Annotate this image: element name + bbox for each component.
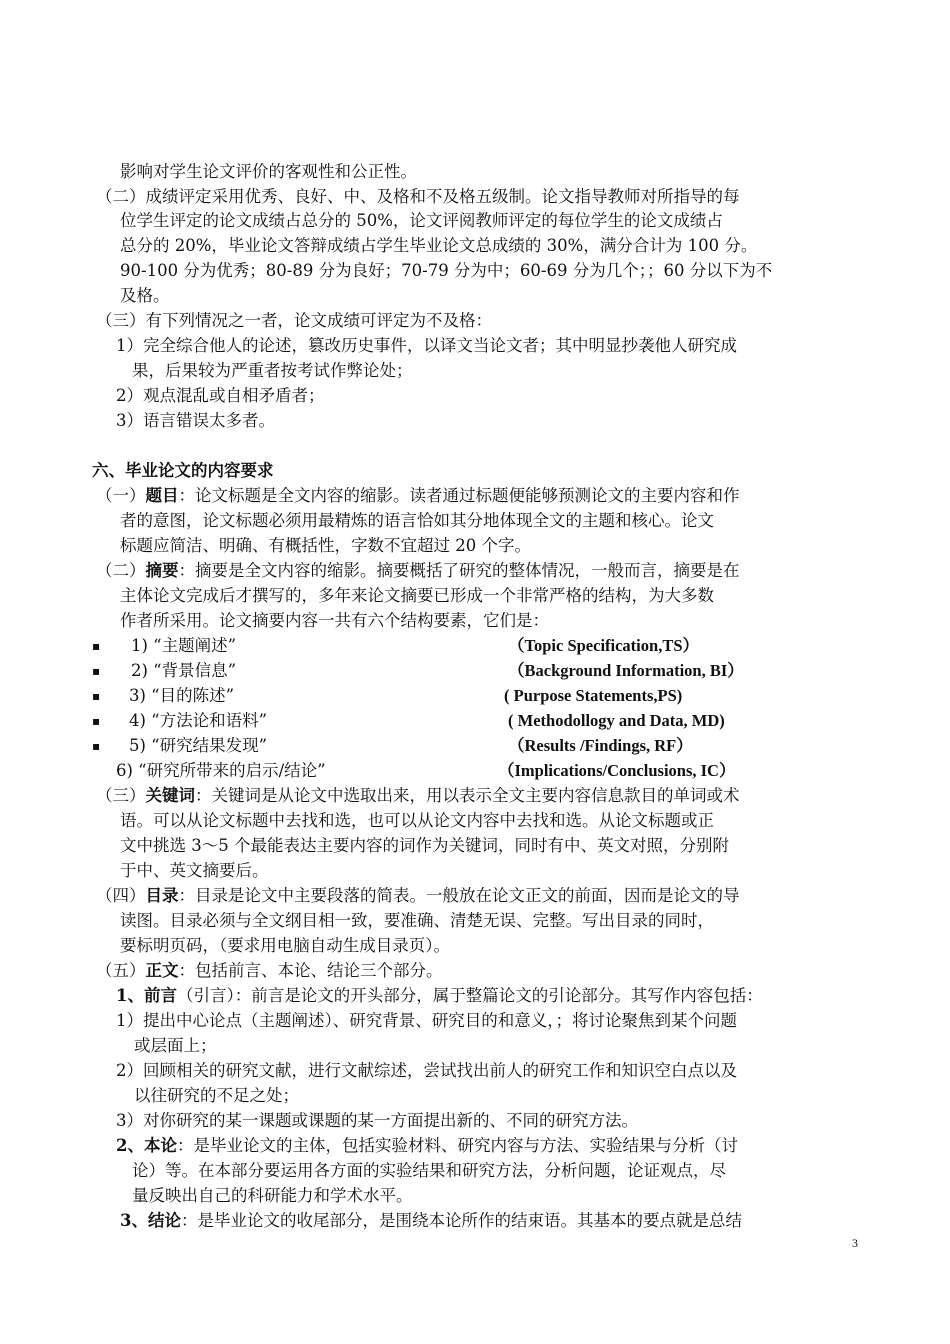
text-line: （二）成绩评定采用优秀、良好、中、及格和不及格五级制。论文指导教师对所指导的每 [96, 187, 740, 206]
list-item: 2）观点混乱或自相矛盾者； [116, 386, 325, 405]
term: 3、结论 [120, 1211, 181, 1230]
list-item: 1）完全综合他人的论述，篡改历史事件，以译文当论文者；其中明显抄袭他人研究成 [116, 336, 737, 355]
text-line: 要标明页码，（要求用电脑自动生成目录页）。 [120, 936, 450, 955]
element-cn: 2) “背景信息” [131, 661, 237, 680]
text-line: （三）有下列情况之一者，论文成绩可评定为不及格： [96, 311, 492, 330]
bullet-icon: ▪ [92, 664, 101, 678]
text-line: 位学生评定的论文成绩占总分的 50%，论文评阅教师评定的每位学生的论文成绩占 [120, 211, 723, 230]
paragraph-line: （四）目录：目录是论文中主要段落的简表。一般放在论文正文的前面，因而是论文的导 [96, 886, 740, 905]
text-line: 及格。 [120, 286, 170, 305]
text-line: 主体论文完成后才撰写的，多年来论文摘要已形成一个非常严格的结构，为大多数 [120, 586, 714, 605]
paragraph-line: （五）正文：包括前言、本论、结论三个部分。 [96, 961, 443, 980]
element-cn: 4) “方法论和语料” [129, 711, 268, 730]
list-item: 3）对你研究的某一课题或课题的某一方面提出新的、不同的研究方法。 [116, 1111, 638, 1130]
element-cn: 3) “目的陈述” [129, 686, 235, 705]
list-item-cont: 或层面上； [134, 1036, 217, 1055]
page-number: 3 [852, 1236, 858, 1250]
list-item: 3）语言错误太多者。 [116, 411, 275, 430]
bullet-icon: ▪ [92, 714, 101, 728]
element-en: （Implications/Conclusions, IC） [498, 761, 736, 780]
element-en: （Topic Specification,TS） [508, 636, 699, 655]
paragraph-line: 2、本论：是毕业论文的主体，包括实验材料、研究内容与方法、实验结果与分析（讨 [116, 1136, 738, 1155]
element-cn: 6) “研究所带来的启示/结论” [116, 761, 326, 780]
section-heading: 六、毕业论文的内容要求 [92, 461, 274, 480]
term: 关键词 [145, 786, 195, 805]
text-line: 论）等。在本部分要运用各方面的实验结果和研究方法，分析问题，论证观点，尽 [132, 1161, 726, 1180]
text-line: 总分的 20%，毕业论文答辩成绩占学生毕业论文总成绩的 30%，满分合计为 100 分。 [120, 236, 758, 255]
term: 题目 [145, 486, 179, 505]
paragraph-line: 1、前言（引言）：前言是论文的开头部分，属于整篇论文的引论部分。其写作内容包括： [116, 986, 763, 1005]
term: 摘要 [145, 561, 179, 580]
paragraph-line: 3、结论：是毕业论文的收尾部分，是围绕本论所作的结束语。其基本的要点就是总结 [120, 1211, 742, 1230]
element-en: ( Purpose Statements,PS) [504, 686, 683, 705]
text-line: 作者所采用。论文摘要内容一共有六个结构要素，它们是： [120, 611, 549, 630]
text-line: 文中挑选 3～5 个最能表达主要内容的词作为关键词，同时有中、英文对照，分别附 [120, 836, 729, 855]
text-line: 于中、英文摘要后。 [120, 861, 269, 880]
term: 1、前言 [116, 986, 177, 1005]
text-line: 影响对学生论文评价的客观性和公正性。 [120, 162, 417, 181]
element-en: （Results /Findings, RF） [508, 736, 693, 755]
element-en: ( Methodollogy and Data, MD) [508, 711, 725, 730]
element-en: （Background Information, BI） [508, 661, 744, 680]
text-line: 语。可以从论文标题中去找和选，也可以从论文内容中去找和选。从论文标题或正 [120, 811, 714, 830]
paragraph-line: （三）关键词：关键词是从论文中选取出来，用以表示全文主要内容信息款目的单词或术 [96, 786, 740, 805]
list-item-cont: 果，后果较为严重者按考试作弊论处； [132, 361, 413, 380]
list-item-cont: 以往研究的不足之处； [134, 1086, 299, 1105]
text-line: 量反映出自己的科研能力和学术水平。 [132, 1186, 413, 1205]
term: 2、本论 [116, 1136, 177, 1155]
bullet-icon: ▪ [92, 739, 101, 753]
element-cn: 5) “研究结果发现” [129, 736, 268, 755]
bullet-icon: ▪ [92, 689, 101, 703]
element-cn: 1) “主题阐述” [131, 636, 237, 655]
bullet-icon: ▪ [92, 639, 101, 653]
list-item: 2）回顾相关的研究文献，进行文献综述，尝试找出前人的研究工作和知识空白点以及 [116, 1061, 737, 1080]
text-line: 标题应简洁、明确、有概括性，字数不宜超过 20 个字。 [120, 536, 531, 555]
term: 目录 [145, 886, 179, 905]
text-line: 者的意图，论文标题必须用最精炼的语言恰如其分地体现全文的主题和核心。论文 [120, 511, 714, 530]
term: 正文 [145, 961, 179, 980]
text-line: 90-100 分为优秀；80-89 分为良好；70-79 分为中；60-69 分为几个；；60 分以下为不 [120, 261, 773, 280]
paragraph-line: （二）摘要：摘要是全文内容的缩影。摘要概括了研究的整体情况，一般而言，摘要是在 [96, 561, 740, 580]
text-line: 读图。目录必须与全文纲目相一致，要准确、清楚无误、完整。写出目录的同时， [120, 911, 714, 930]
list-item: 1）提出中心论点（主题阐述）、研究背景、研究目的和意义，；将讨论聚焦到某个问题 [116, 1011, 737, 1030]
paragraph-line: （一）题目：论文标题是全文内容的缩影。读者通过标题便能够预测论文的主要内容和作 [96, 486, 740, 505]
